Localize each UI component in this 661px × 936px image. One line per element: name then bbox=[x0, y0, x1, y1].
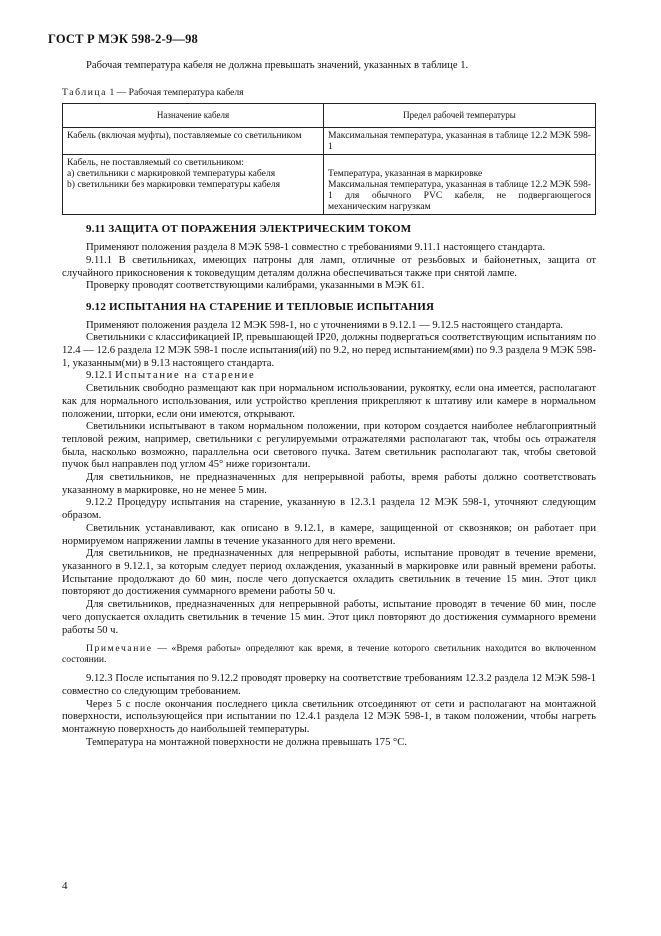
table-row bbox=[63, 155, 596, 215]
cell-line: а) светильники с маркировкой температуры кабеля bbox=[67, 168, 276, 180]
table-caption-label: Таблица bbox=[62, 86, 108, 98]
paragraph: 9.12.3 После испытания по 9.12.2 проводят проверку на соответствие требованиям 12.3.2 раздела 12 МЭК 598-1 совместно со следующим требованием. bbox=[62, 673, 596, 697]
table-cell bbox=[63, 155, 324, 215]
table-caption bbox=[62, 87, 596, 100]
table-cell: Кабель (включая муфты), поставляемые со светильником bbox=[63, 128, 324, 155]
table-header-row bbox=[63, 104, 596, 128]
page-number: 4 bbox=[62, 880, 68, 892]
paragraph: Светильники с классификацией IP, превышающей IP20, должны подвергаться соответствующим испытаниям по 12.4 — 12.6 раздела 12 МЭК 598-1 после испытания(ий) по 9.2, но перед испытанием(ями) по 9.3 раздела 9 МЭК 598-1, указанным(ми) в 9.13 настоящего стандарта. bbox=[62, 332, 596, 369]
note bbox=[62, 643, 596, 665]
cell-line: b) светильники без маркировки температуры кабеля bbox=[67, 179, 281, 191]
cell-line: Температура, указанная в маркировке bbox=[328, 168, 483, 180]
section-heading-9-12: 9.12 ИСПЫТАНИЯ НА СТАРЕНИЕ И ТЕПЛОВЫЕ ИСПЫТАНИЯ bbox=[86, 300, 435, 313]
cell-line: Максимальная температура, указанная в таблице 12.2 МЭК 598-1 для обычного PVC кабеля, не подвергающегося механическим нагрузкам bbox=[328, 179, 591, 213]
note-text: — «Время работы» определяют как время, в течение которого светильник находится во включенном состоянии. bbox=[62, 643, 596, 666]
subsection-number: 9.12.1 bbox=[86, 370, 113, 382]
column-header-limit: Предел рабочей температуры bbox=[324, 104, 596, 128]
paragraph: Температура на монтажной поверхности не должна превышать 175 °C. bbox=[86, 736, 408, 748]
table-cell: Максимальная температура, указанная в таблице 12.2 МЭК 598-1 bbox=[324, 128, 596, 155]
paragraph: 9.11.1 В светильниках, имеющих патроны для ламп, отличные от резьбовых и байонетных, защита от случайного прикосновения к токоведущим деталям должна обеспечиваться также при снятой лампе. bbox=[62, 254, 596, 279]
paragraph: Для светильников, не предназначенных для непрерывной работы, испытание проводят в течение времени, указанного в 9.12.1, за которым следует период охлаждения, указанный в маркировке или равный времени работы. Испытание продолжают до 60 мин, после чего допускается охладить светильник в течение 15 мин. Этот цикл повторяют до достижения суммарного времени работы 50 ч. bbox=[62, 548, 596, 598]
paragraph: Светильник устанавливают, как описано в 9.12.1, в камере, защищенной от сквозняков; он работает при нормируемом напряжении лампы в течение указанного для него времени. bbox=[62, 522, 596, 547]
cable-temperature-table bbox=[62, 103, 596, 215]
table-row bbox=[63, 128, 596, 155]
standard-header: ГОСТ Р МЭК 598-2-9—98 bbox=[48, 32, 199, 46]
subsection-title-9-12-1 bbox=[62, 370, 596, 383]
paragraph: Для светильников, предназначенных для непрерывной работы, испытание проводят в течение 60 мин, после чего допускается охладить светильник в течение 15 мин. Этот цикл повторяют до достижения суммарного времени работы 50 ч. bbox=[62, 599, 596, 636]
paragraph: Через 5 с после окончания последнего цикла светильник отсоединяют от сети и располагают на монтажной поверхности, использующейся при испытании по 12.4.1 раздела 12 МЭК 598-1, в таком положении, чтобы нагреть монтажную поверхность до наибольшей температуры. bbox=[62, 698, 596, 736]
paragraph: Проверку проводят соответствующими калибрами, указанными в МЭК 61. bbox=[86, 280, 425, 292]
paragraph: Применяют положения раздела 12 МЭК 598-1, но с уточнениями в 9.12.1 — 9.12.5 настоящего стандарта. bbox=[86, 319, 564, 331]
subsection-title: Испытание на старение bbox=[115, 370, 256, 382]
column-header-purpose: Назначение кабеля bbox=[63, 104, 324, 128]
table-cell bbox=[324, 155, 596, 215]
note-label: Примечание bbox=[86, 643, 153, 655]
paragraph: Для светильников, не предназначенных для непрерывной работы, время работы должно соответствовать указанному в маркировке, но не менее 5 мин. bbox=[62, 472, 596, 496]
page-content bbox=[62, 60, 596, 749]
paragraph: Применяют положения раздела 8 МЭК 598-1 совместно с требованиями 9.11.1 настоящего стандарта. bbox=[86, 242, 546, 254]
table-caption-text: 1 — Рабочая температура кабеля bbox=[109, 86, 244, 98]
section-heading-9-11: 9.11 ЗАЩИТА ОТ ПОРАЖЕНИЯ ЭЛЕКТРИЧЕСКИМ ТОКОМ bbox=[86, 223, 412, 236]
intro-paragraph: Рабочая температура кабеля не должна превышать значений, указанных в таблице 1. bbox=[86, 60, 469, 71]
paragraph: Светильник свободно размещают как при нормальном использовании, рукоятку, если она имеется, располагают как для нормального использования, или устройство крепления прикрепляют к штативу или камере в нормальном положении, шторки, если они имеются, открывают. bbox=[62, 383, 596, 420]
paragraph: Светильники испытывают в таком нормальном положении, при котором создается наиболее неблагоприятный тепловой режим, например, светильники с регулируемыми отражателями располагают так, чтобы ось отражателя была, насколько возможно, параллельна оси светового пучка. Затем светильник располагают так, чтобы световой пучок был направлен под углом 45° ниже горизонтали. bbox=[62, 421, 596, 471]
cell-line: Кабель, не поставляемый со светильником: bbox=[67, 157, 244, 169]
paragraph: 9.12.2 Процедуру испытания на старение, указанную в 12.3.1 раздела 12 МЭК 598-1, уточняют следующим образом. bbox=[62, 497, 596, 522]
